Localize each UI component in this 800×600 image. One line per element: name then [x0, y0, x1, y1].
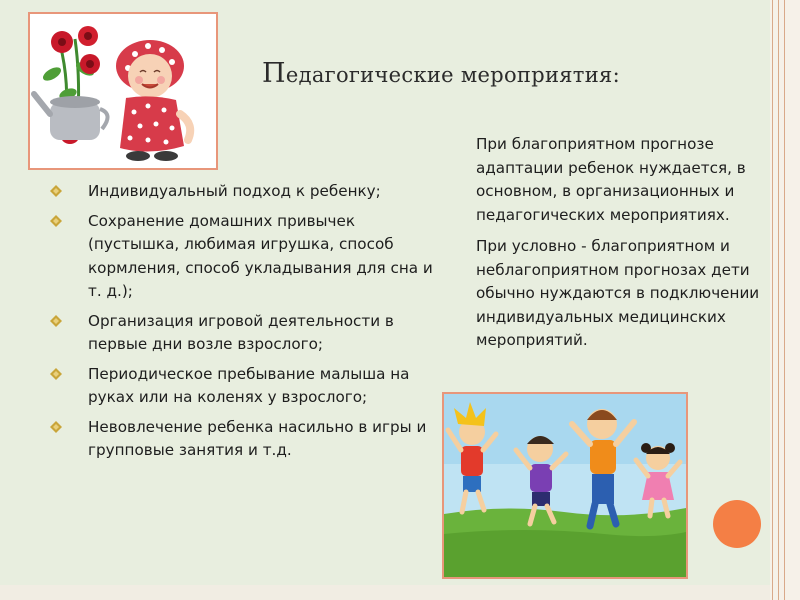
paragraph-favorable: При благоприятном прогнозе адаптации ребенок нуждается, в основном, в организационных и педагогических мероприятиях. — [476, 135, 746, 224]
title-first-letter: П — [262, 58, 286, 89]
bullet-list — [50, 180, 442, 469]
bullet-text: Индивидуальный подход к ребенку; — [88, 182, 381, 200]
slide-title — [262, 58, 620, 89]
title-rest: едагогические мероприятия: — [285, 63, 620, 87]
diamond-bullet-icon — [50, 185, 62, 197]
right-text-block — [472, 133, 764, 361]
slide-right-edge — [770, 0, 800, 600]
bullet-text: Невовлечение ребенка насильно в игры и групповые занятия и т.д. — [88, 417, 427, 459]
happy-children-picture — [442, 392, 688, 579]
edge-line — [784, 0, 785, 600]
list-item — [50, 310, 442, 357]
girl-with-flowers-illustration — [30, 14, 216, 168]
bullet-text: Сохранение домашних привычек (пустышка, любимая игрушка, способ кормления, способ укладывания для сна и т. д.); — [88, 211, 433, 300]
happy-children-illustration — [444, 394, 686, 577]
edge-line — [772, 0, 773, 600]
bullet-text: Организация игровой деятельности в первые дни возле взрослого; — [88, 311, 394, 353]
girl-with-flowers-picture — [28, 12, 218, 170]
slide-bottom-edge — [0, 585, 770, 600]
diamond-bullet-icon — [50, 215, 62, 227]
list-item — [50, 416, 442, 463]
bullet-text: Периодическое пребывание малыша на руках или на коленях у взрослого; — [88, 364, 410, 406]
list-item — [50, 363, 442, 410]
diamond-bullet-icon — [50, 421, 62, 433]
list-item — [50, 180, 442, 204]
edge-line — [778, 0, 779, 600]
diamond-bullet-icon — [50, 315, 62, 327]
orange-accent-circle — [713, 500, 761, 548]
diamond-bullet-icon — [50, 368, 62, 380]
list-item — [50, 210, 442, 304]
paragraph-unfavorable: При условно - благоприятном и неблагоприятном прогнозах дети обычно нуждаются в подключении индивидуальных медицинских мероприятий. — [476, 237, 760, 349]
